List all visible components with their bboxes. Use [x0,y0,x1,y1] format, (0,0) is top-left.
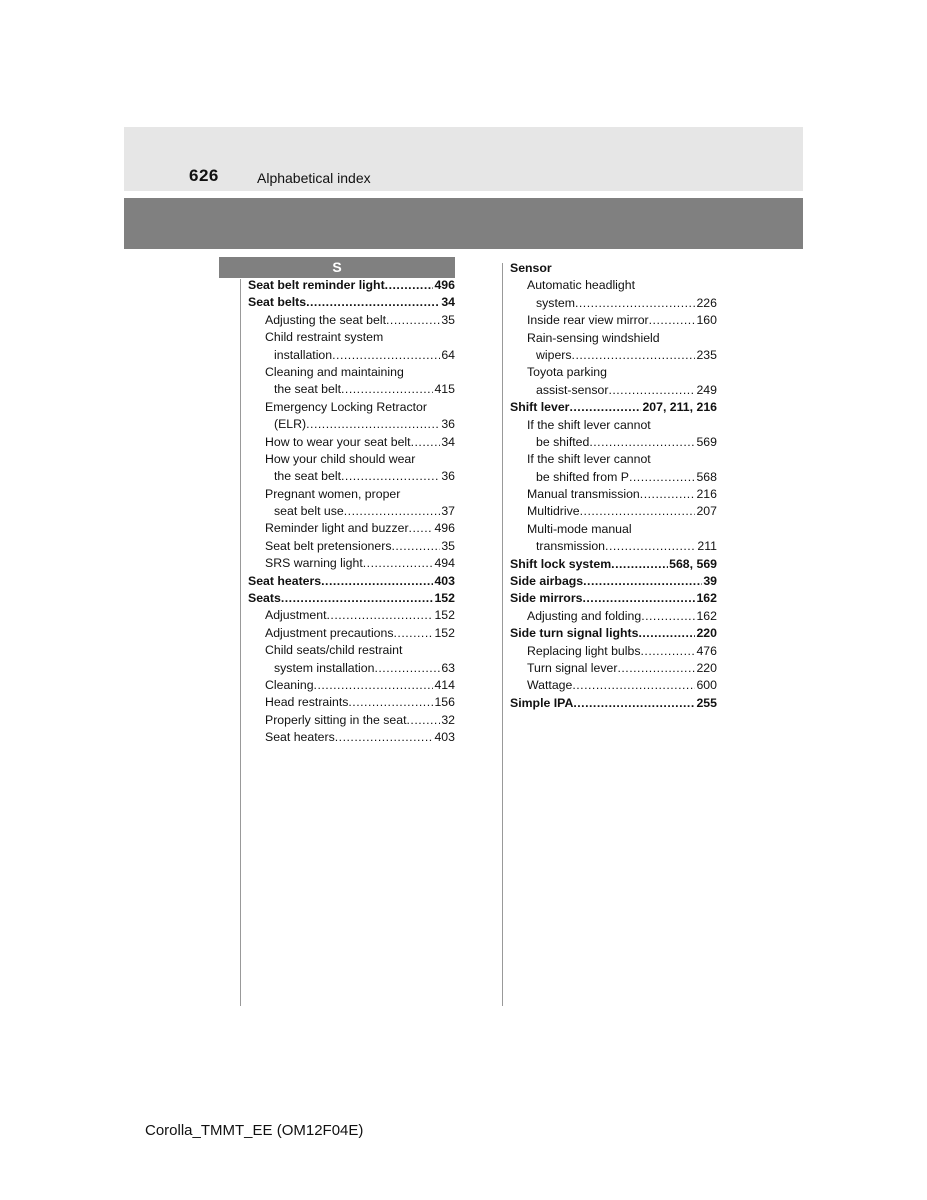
entry-text: Replacing light bulbs [527,643,641,658]
entry-text: Sensor [510,261,552,275]
entry-page-ref: 496 [434,521,455,536]
entry-text: the seat belt [274,382,341,397]
dot-leader [341,381,433,398]
header-gray-bar [124,198,803,249]
entry-page-ref: 415 [434,382,455,397]
index-letter-tab: S [219,257,455,278]
entry-text: be shifted [536,434,590,449]
dot-leader [407,712,441,729]
index-entry [510,434,717,451]
dot-leader [394,625,434,642]
entry-page-ref: 249 [696,382,717,397]
index-entry [510,660,717,677]
index-entry [510,312,717,329]
dot-leader [341,468,440,485]
dot-leader [640,643,695,660]
section-title: Alphabetical index [257,170,371,186]
entry-text: Head restraints [265,695,349,710]
entry-page-ref: 235 [696,347,717,362]
index-entry [510,347,717,364]
entry-page-ref: 34 [441,295,455,310]
dot-leader [640,486,696,503]
dot-leader [580,503,696,520]
dot-leader [583,573,702,590]
index-entry [248,486,455,503]
index-entry [248,451,455,468]
entry-text: Toyota parking [527,365,607,380]
entry-text: Side mirrors [510,591,583,606]
dot-leader [575,295,696,312]
entry-text: Adjustment precautions [265,625,394,640]
index-entry [510,399,717,416]
entry-text: Emergency Locking Retractor [265,399,427,414]
entry-text: installation [274,347,333,362]
entry-page-ref: 207, 211, 216 [642,400,717,415]
entry-page-ref: 37 [441,504,455,519]
entry-text: Adjusting the seat belt [265,312,386,327]
entry-text: Reminder light and buzzer [265,521,409,536]
dot-leader [348,694,433,711]
index-column-left [248,277,455,747]
header-band [124,127,803,191]
entry-text: Inside rear view mirror [527,313,649,328]
dot-leader [572,677,695,694]
dot-leader [335,729,434,746]
index-entry [248,381,455,398]
dot-leader [611,556,668,573]
entry-text: SRS warning light [265,556,363,571]
index-entry [248,538,455,555]
index-entry [510,538,717,555]
index-entry [510,695,717,712]
index-entry [248,434,455,451]
dot-leader [617,660,695,677]
entry-page-ref: 211 [697,539,717,554]
entry-page-ref: 216 [696,487,717,502]
entry-text: Rain-sensing windshield [527,330,660,345]
dot-leader [629,469,696,486]
entry-text: How to wear your seat belt [265,434,411,449]
index-entry [248,520,455,537]
index-entry [248,660,455,677]
entry-text: Shift lock system [510,556,612,571]
entry-page-ref: 207 [696,504,717,519]
entry-text: Cleaning [265,677,314,692]
index-entry [510,417,717,434]
index-entry [248,712,455,729]
entry-text: Side turn signal lights [510,626,639,641]
entry-page-ref: 568 [696,469,717,484]
entry-page-ref: 160 [696,313,717,328]
index-entry [248,503,455,520]
entry-text: Seat belt reminder light [248,278,385,292]
dot-leader [649,312,696,329]
entry-text: Seats [248,591,281,606]
index-entry [510,573,717,590]
entry-text: Manual transmission [527,487,640,502]
index-entry [510,486,717,503]
dot-leader [582,590,695,607]
dot-leader [386,312,440,329]
dot-leader [409,520,434,537]
entry-page-ref: 255 [696,695,717,710]
dot-leader [569,399,641,416]
index-entry [248,312,455,329]
column-rule-left [240,279,241,1006]
dot-leader [605,538,696,555]
entry-text: Multi-mode manual [527,521,632,536]
index-entry [248,694,455,711]
dot-leader [344,503,441,520]
dot-leader [321,573,433,590]
entry-text: Properly sitting in the seat [265,712,407,727]
entry-page-ref: 403 [434,730,455,745]
entry-page-ref: 36 [441,469,455,484]
footer-doc-id: Corolla_TMMT_EE (OM12F04E) [145,1122,364,1139]
entry-text: If the shift lever cannot [527,452,651,467]
entry-text: If the shift lever cannot [527,417,651,432]
dot-leader [327,607,434,624]
entry-page-ref: 39 [703,574,717,589]
entry-page-ref: 36 [441,417,455,432]
dot-leader [314,677,434,694]
index-entry [248,416,455,433]
index-entry [248,399,455,416]
index-entry [248,555,455,572]
entry-text: Automatic headlight [527,278,636,293]
entry-page-ref: 35 [441,538,455,553]
entry-page-ref: 568, 569 [669,556,717,571]
entry-text: system [536,295,575,310]
index-entry [510,643,717,660]
entry-text: Side airbags [510,574,584,589]
index-entry [510,521,717,538]
entry-page-ref: 494 [434,556,455,571]
entry-text: the seat belt [274,469,341,484]
dot-leader [572,347,696,364]
entry-page-ref: 600 [696,678,717,693]
dot-leader [374,660,440,677]
entry-text: Multidrive [527,504,580,519]
index-entry [248,677,455,694]
index-entry [510,469,717,486]
dot-leader [411,434,441,451]
index-entry [510,503,717,520]
dot-leader [385,277,434,294]
index-entry [248,729,455,746]
index-entry [248,329,455,346]
index-entry [510,260,717,277]
index-entry [248,573,455,590]
entry-text: Shift lever [510,400,570,415]
dot-leader [638,625,695,642]
dot-leader [391,538,440,555]
entry-page-ref: 569 [696,434,717,449]
page-number: 626 [189,166,219,185]
index-entry [510,330,717,347]
index-entry [248,468,455,485]
entry-text: Wattage [527,678,573,693]
entry-page-ref: 162 [696,591,717,606]
index-entry [510,590,717,607]
entry-text: transmission [536,539,606,554]
entry-text: Adjusting and folding [527,608,642,623]
dot-leader [281,590,434,607]
index-entry [510,451,717,468]
index-entry [248,364,455,381]
entry-text: Seat heaters [248,573,322,588]
entry-page-ref: 220 [696,660,717,675]
entry-text: How your child should wear [265,451,416,466]
entry-text: wipers [536,347,572,362]
index-entry [510,625,717,642]
entry-page-ref: 496 [434,278,455,292]
index-entry [510,608,717,625]
entry-text: Seat heaters [265,730,335,745]
index-entry [510,277,717,294]
index-column-right [510,260,717,712]
index-entry [248,625,455,642]
entry-page-ref: 226 [696,295,717,310]
index-entry [248,607,455,624]
entry-page-ref: 63 [441,660,455,675]
dot-leader [332,347,440,364]
entry-text: system installation [274,660,375,675]
dot-leader [641,608,695,625]
entry-page-ref: 414 [434,677,455,692]
index-entry [248,590,455,607]
index-entry [248,277,455,294]
entry-text: Seat belt pretensioners [265,538,392,553]
dot-leader [363,555,434,572]
index-entry [510,295,717,312]
entry-page-ref: 476 [696,643,717,658]
dot-leader [608,382,695,399]
entry-page-ref: 162 [696,608,717,623]
entry-text: seat belt use [274,504,344,519]
index-entry [510,556,717,573]
entry-text: Child restraint system [265,330,384,345]
index-entry [248,642,455,659]
column-rule-middle [502,263,503,1006]
entry-text: assist-sensor [536,382,609,397]
entry-page-ref: 403 [434,573,455,588]
dot-leader [306,294,440,311]
entry-text: Turn signal lever [527,660,618,675]
entry-text: Seat belts [248,295,307,310]
entry-text: Simple IPA [510,695,574,710]
entry-text: be shifted from P [536,469,629,484]
entry-page-ref: 32 [441,712,455,727]
index-entry [510,677,717,694]
entry-text: Cleaning and maintaining [265,364,404,379]
index-entry [510,382,717,399]
dot-leader [573,695,695,712]
entry-page-ref: 35 [441,312,455,327]
entry-page-ref: 156 [434,695,455,710]
entry-page-ref: 34 [441,434,455,449]
dot-leader [306,416,440,433]
entry-page-ref: 152 [434,591,455,606]
entry-text: (ELR) [274,417,307,432]
entry-text: Pregnant women, proper [265,486,401,501]
dot-leader [589,434,695,451]
entry-page-ref: 152 [434,608,455,623]
index-entry [510,364,717,381]
entry-page-ref: 220 [696,626,717,641]
index-entry [248,347,455,364]
entry-page-ref: 152 [434,625,455,640]
entry-page-ref: 64 [441,347,455,362]
entry-text: Child seats/child restraint [265,643,403,658]
entry-text: Adjustment [265,608,327,623]
index-entry [248,294,455,311]
